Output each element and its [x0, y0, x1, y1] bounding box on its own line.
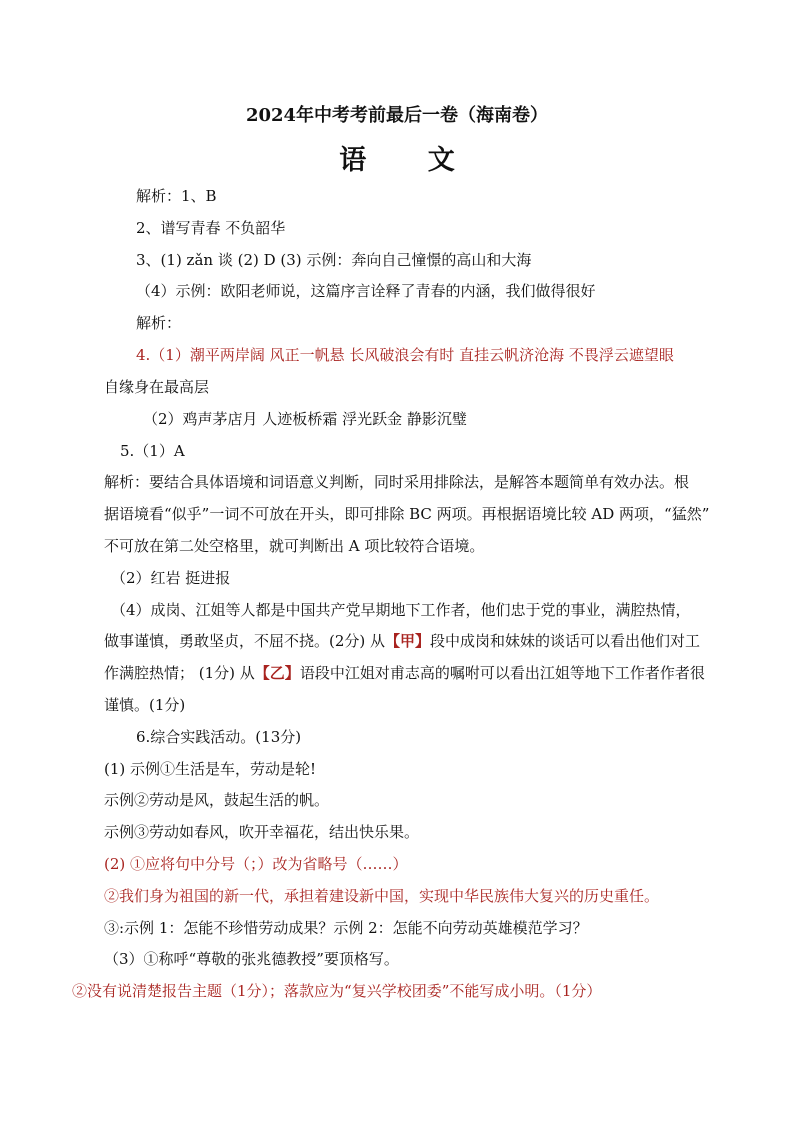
q5-4-line2-text-a: 做事谨慎，勇敢坚贞，不屈不挠。(2分) 从	[104, 632, 386, 650]
q5-4-bracket-yi: 【乙】	[254, 664, 300, 682]
document-title: 2024年中考考前最后一卷（海南卷）	[245, 105, 549, 126]
answer-q6-title: 6.综合实践活动。(13分)	[136, 728, 302, 746]
answer-q3-analysis: 解析：	[136, 314, 182, 332]
subject-title: 语 文	[339, 145, 481, 176]
answer-q5-4-line4: 谨慎。(1分)	[104, 696, 186, 714]
answer-q5-2: （2）红岩 挺进报	[111, 569, 231, 587]
q5-4-line3-text-a: 作满腔热情； (1分) 从	[104, 664, 255, 682]
answer-q4-line1: 4.（1）潮平两岸阔 风正一帆悬 长风破浪会有时 直挂云帆济沧海 不畏浮云遮望眼	[136, 346, 674, 364]
answer-q6-2-a: (2) ①应将句中分号（；）改为省略号（……）	[104, 855, 408, 873]
answer-q5-4-line1: （4）成岗、江姐等人都是中国共产党早期地下工作者，他们忠于党的事业，满腔热情，	[111, 601, 691, 619]
q5-4-line3-text-c: 语段中江姐对甫志高的嘱咐可以看出江姐等地下工作者作者很	[299, 664, 705, 682]
answer-q6-1-a: (1) 示例①生活是车，劳动是轮!	[104, 760, 317, 778]
answer-q5-analysis-3: 不可放在第二处空格里，就可判断出 A 项比较符合语境。	[104, 537, 485, 555]
answer-q6-3-a: （3）①称呼“尊敬的张兆德教授”要顶格写。	[104, 950, 399, 968]
q5-4-bracket-jia: 【甲】	[385, 632, 431, 650]
answer-q4-line3: （2）鸡声茅店月 人迹板桥霜 浮光跃金 静影沉璧	[143, 410, 467, 428]
answer-q2: 2、谱写青春 不负韶华	[136, 219, 286, 237]
answer-q5-line1: 5.（1）A	[120, 442, 185, 460]
answer-q3-line1: 3、(1) zǎn 谈 (2) D (3) 示例：奔向自己憧憬的高山和大海	[136, 251, 532, 269]
answer-q6-3-b: ②没有说清楚报告主题（1分）；落款应为“复兴学校团委”不能写成小明。（1分）	[72, 982, 602, 1000]
answer-q3-line2: （4）示例：欧阳老师说，这篇序言诠释了青春的内涵，我们做得很好	[136, 282, 596, 300]
answer-q5-analysis-2: 据语境看“似乎”一词不可放在开头，即可排除 BC 两项。再根据语境比较 AD 两项，“猛然”	[104, 505, 710, 523]
answer-q6-1-b: 示例②劳动是风，鼓起生活的帆。	[104, 791, 330, 809]
q5-4-line2-text-c: 段中成岗和妹妹的谈话可以看出他们对工	[430, 632, 701, 650]
answer-q6-2-b: ②我们身为祖国的新一代，承担着建设新中国，实现中华民族伟大复兴的历史重任。	[104, 887, 660, 905]
answer-q6-1-c: 示例③劳动如春风，吹开幸福花，结出快乐果。	[104, 823, 420, 841]
answer-q5-4-line2	[104, 631, 700, 651]
answer-q6-2-c: ③:示例 1：怎能不珍惜劳动成果？示例 2：怎能不向劳动英雄模范学习？	[104, 919, 588, 937]
answer-q1: 解析：1、B	[136, 187, 217, 205]
answer-q5-analysis-1: 解析：要结合具体语境和词语意义判断，同时采用排除法，是解答本题简单有效办法。根	[104, 473, 690, 491]
answer-q4-line2: 自缘身在最高层	[104, 378, 210, 396]
answer-q5-4-line3	[104, 663, 705, 683]
